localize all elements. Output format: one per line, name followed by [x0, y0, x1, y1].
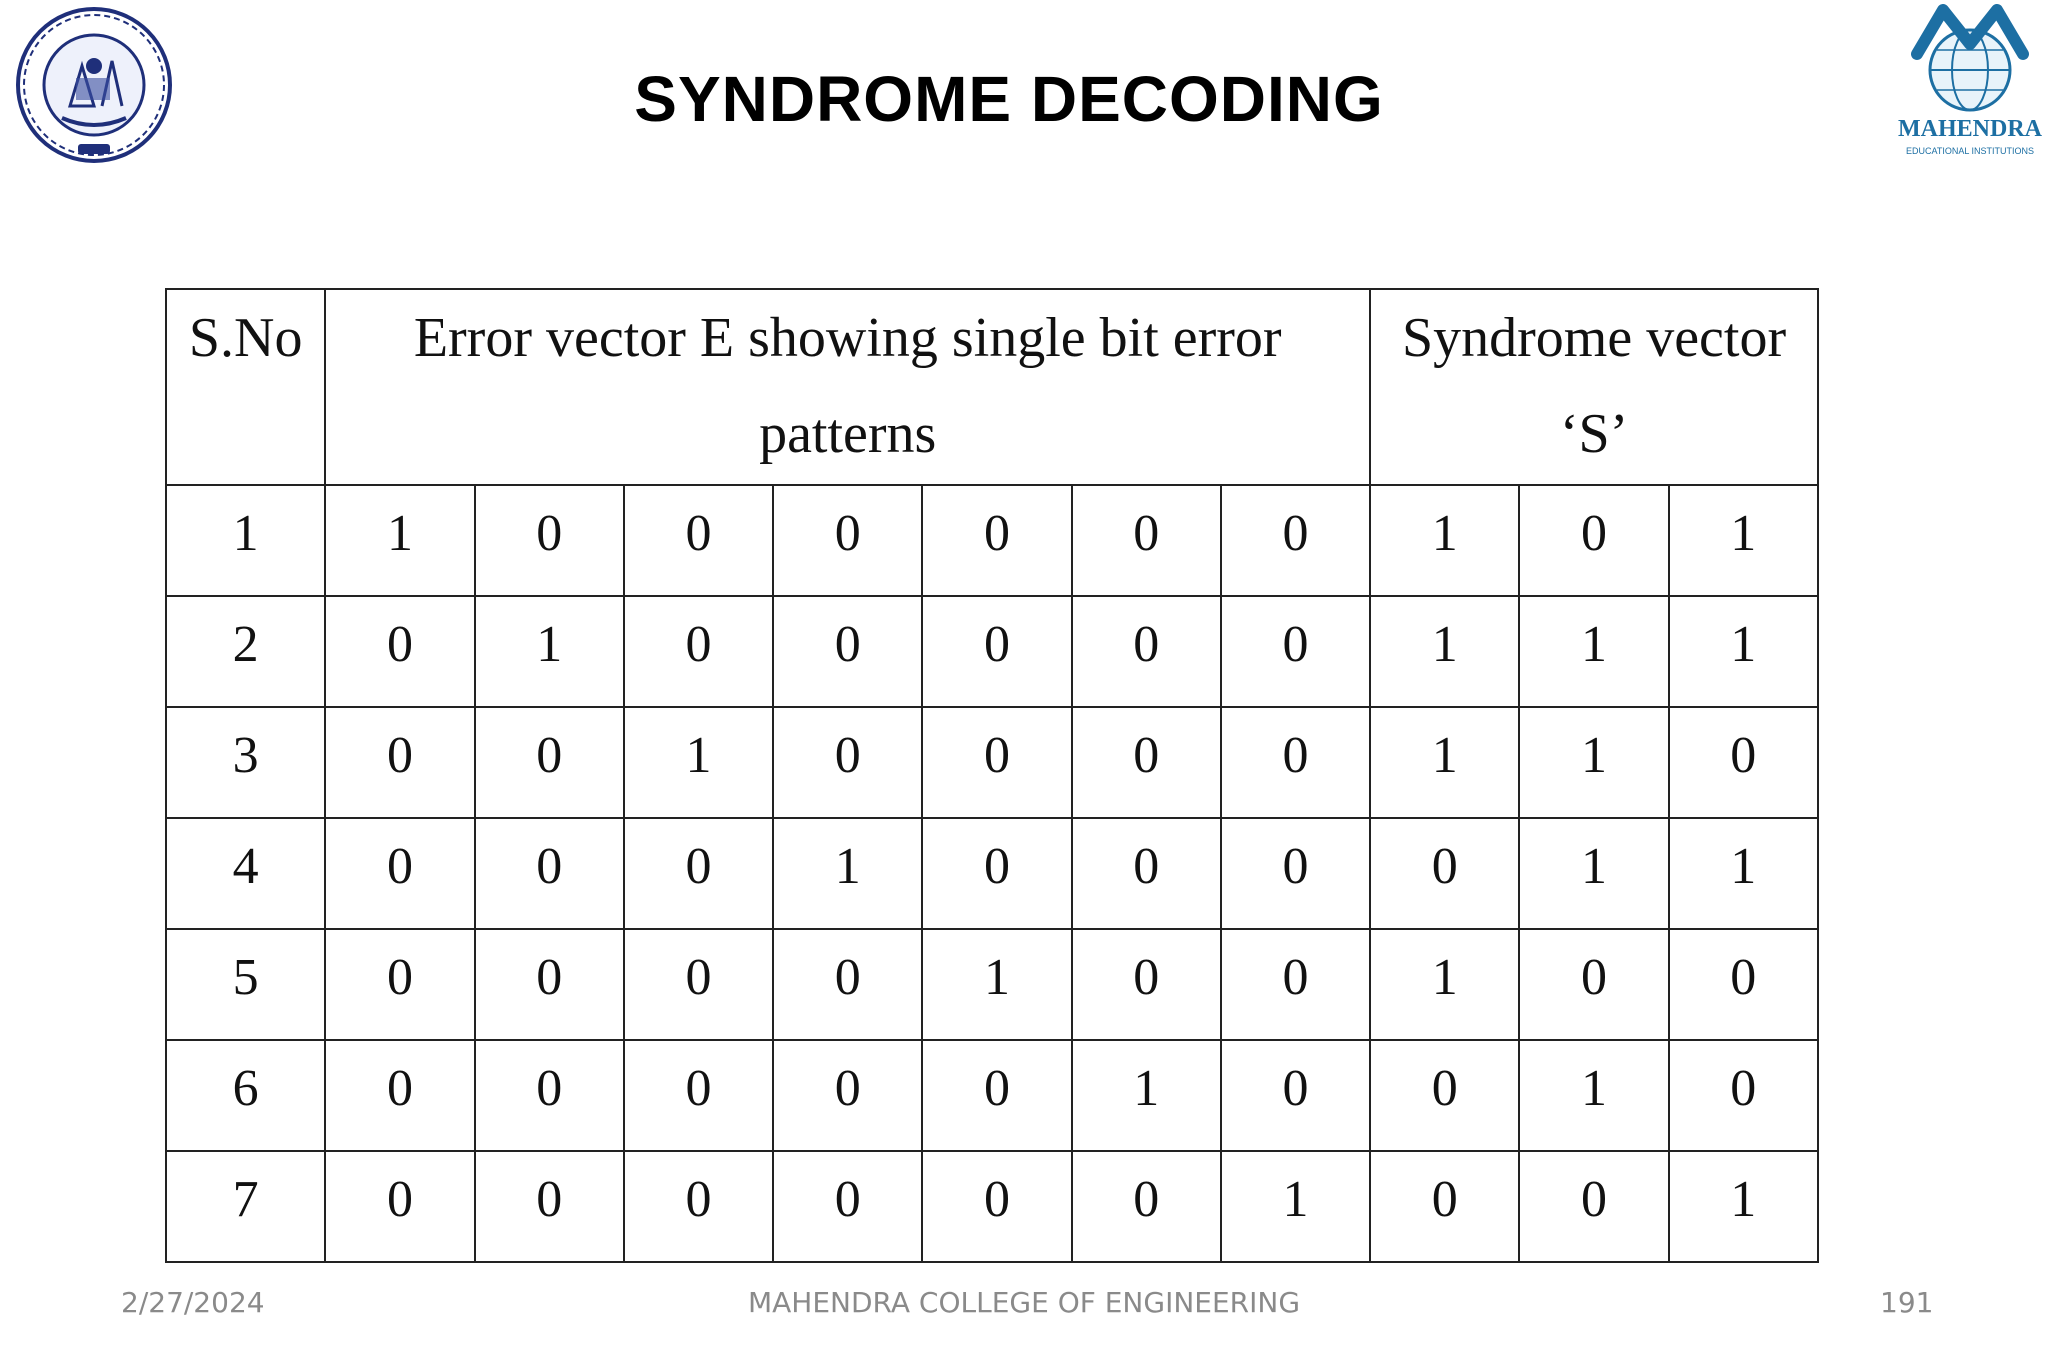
header-error-vector [325, 289, 1370, 485]
cell-error-bit: 1 [475, 596, 624, 707]
cell-sno: 6 [166, 1040, 325, 1151]
header-sno: S.No [166, 289, 325, 485]
footer-institution: MAHENDRA COLLEGE OF ENGINEERING [747, 1286, 1301, 1319]
table-row [166, 596, 1818, 707]
cell-syndrome-bit: 1 [1669, 485, 1818, 596]
syndrome-table [165, 288, 1819, 1263]
cell-syndrome-bit: 0 [1669, 707, 1818, 818]
cell-error-bit: 0 [624, 818, 773, 929]
table-row [166, 818, 1818, 929]
cell-error-bit: 0 [922, 707, 1071, 818]
cell-syndrome-bit: 1 [1669, 818, 1818, 929]
cell-syndrome-bit: 0 [1370, 1040, 1519, 1151]
cell-error-bit: 0 [325, 1151, 474, 1262]
cell-error-bit: 1 [624, 707, 773, 818]
cell-error-bit: 0 [773, 929, 922, 1040]
cell-error-bit: 0 [325, 596, 474, 707]
cell-error-bit: 0 [1221, 485, 1370, 596]
cell-syndrome-bit: 1 [1519, 707, 1668, 818]
cell-error-bit: 0 [1221, 707, 1370, 818]
logo-sub-text: EDUCATIONAL INSTITUTIONS [1905, 146, 2034, 156]
cell-sno: 3 [166, 707, 325, 818]
header-syndrome-vector-text: Syndrome vector ‘S’ [1401, 307, 1787, 465]
cell-error-bit: 0 [773, 707, 922, 818]
cell-error-bit: 0 [624, 929, 773, 1040]
mahendra-logo [1895, 4, 2045, 164]
cell-syndrome-bit: 1 [1370, 596, 1519, 707]
cell-error-bit: 0 [325, 707, 474, 818]
table-row [166, 485, 1818, 596]
cell-syndrome-bit: 1 [1370, 929, 1519, 1040]
header-error-vector-text: Error vector E showing single bit error patterns [413, 307, 1282, 465]
cell-error-bit: 0 [624, 1151, 773, 1262]
header-syndrome-vector [1370, 289, 1818, 485]
cell-error-bit: 1 [773, 818, 922, 929]
table-row [166, 1040, 1818, 1151]
cell-syndrome-bit: 1 [1519, 1040, 1668, 1151]
cell-error-bit: 1 [1072, 1040, 1221, 1151]
cell-syndrome-bit: 0 [1669, 1040, 1818, 1151]
cell-syndrome-bit: 0 [1370, 1151, 1519, 1262]
cell-error-bit: 0 [325, 818, 474, 929]
cell-error-bit: 0 [922, 596, 1071, 707]
cell-syndrome-bit: 0 [1669, 929, 1818, 1040]
cell-error-bit: 0 [773, 1151, 922, 1262]
cell-error-bit: 0 [922, 818, 1071, 929]
cell-syndrome-bit: 1 [1370, 485, 1519, 596]
cell-error-bit: 0 [773, 1040, 922, 1151]
cell-sno: 1 [166, 485, 325, 596]
cell-error-bit: 0 [1072, 707, 1221, 818]
cell-error-bit: 0 [475, 485, 624, 596]
cell-sno: 2 [166, 596, 325, 707]
cell-syndrome-bit: 1 [1370, 707, 1519, 818]
cell-error-bit: 0 [922, 1151, 1071, 1262]
cell-error-bit: 1 [1221, 1151, 1370, 1262]
cell-syndrome-bit: 0 [1519, 1151, 1668, 1262]
mahendra-globe-icon [1895, 4, 2045, 116]
cell-error-bit: 0 [1221, 818, 1370, 929]
cell-error-bit: 0 [1072, 596, 1221, 707]
cell-error-bit: 0 [475, 929, 624, 1040]
logo-brand-text: MAHENDRA [1898, 116, 2042, 142]
cell-error-bit: 0 [1221, 1040, 1370, 1151]
cell-error-bit: 0 [1221, 596, 1370, 707]
cell-error-bit: 0 [325, 929, 474, 1040]
cell-syndrome-bit: 0 [1519, 929, 1668, 1040]
cell-error-bit: 0 [475, 707, 624, 818]
table-row [166, 929, 1818, 1040]
footer-page-number: 191 [1880, 1286, 1934, 1319]
cell-syndrome-bit: 0 [1370, 818, 1519, 929]
cell-error-bit: 0 [922, 485, 1071, 596]
cell-error-bit: 1 [922, 929, 1071, 1040]
slide-title: SYNDROME DECODING [634, 63, 1384, 135]
cell-error-bit: 0 [1221, 929, 1370, 1040]
cell-error-bit: 0 [624, 1040, 773, 1151]
table-row [166, 1151, 1818, 1262]
cell-error-bit: 0 [1072, 818, 1221, 929]
cell-error-bit: 0 [773, 596, 922, 707]
table-header-row [166, 289, 1818, 485]
cell-error-bit: 0 [773, 485, 922, 596]
cell-sno: 4 [166, 818, 325, 929]
cell-error-bit: 0 [1072, 929, 1221, 1040]
table-row [166, 707, 1818, 818]
cell-sno: 7 [166, 1151, 325, 1262]
cell-syndrome-bit: 1 [1669, 596, 1818, 707]
cell-error-bit: 0 [325, 1040, 474, 1151]
cell-error-bit: 0 [624, 596, 773, 707]
cell-error-bit: 0 [475, 818, 624, 929]
cell-error-bit: 0 [922, 1040, 1071, 1151]
cell-syndrome-bit: 0 [1519, 485, 1668, 596]
cell-syndrome-bit: 1 [1669, 1151, 1818, 1262]
cell-error-bit: 0 [1072, 485, 1221, 596]
cell-error-bit: 0 [1072, 1151, 1221, 1262]
cell-error-bit: 1 [325, 485, 474, 596]
cell-error-bit: 0 [475, 1040, 624, 1151]
cell-sno: 5 [166, 929, 325, 1040]
cell-syndrome-bit: 1 [1519, 818, 1668, 929]
cell-syndrome-bit: 1 [1519, 596, 1668, 707]
cell-error-bit: 0 [624, 485, 773, 596]
cell-error-bit: 0 [475, 1151, 624, 1262]
footer-date: 2/27/2024 [121, 1286, 265, 1319]
